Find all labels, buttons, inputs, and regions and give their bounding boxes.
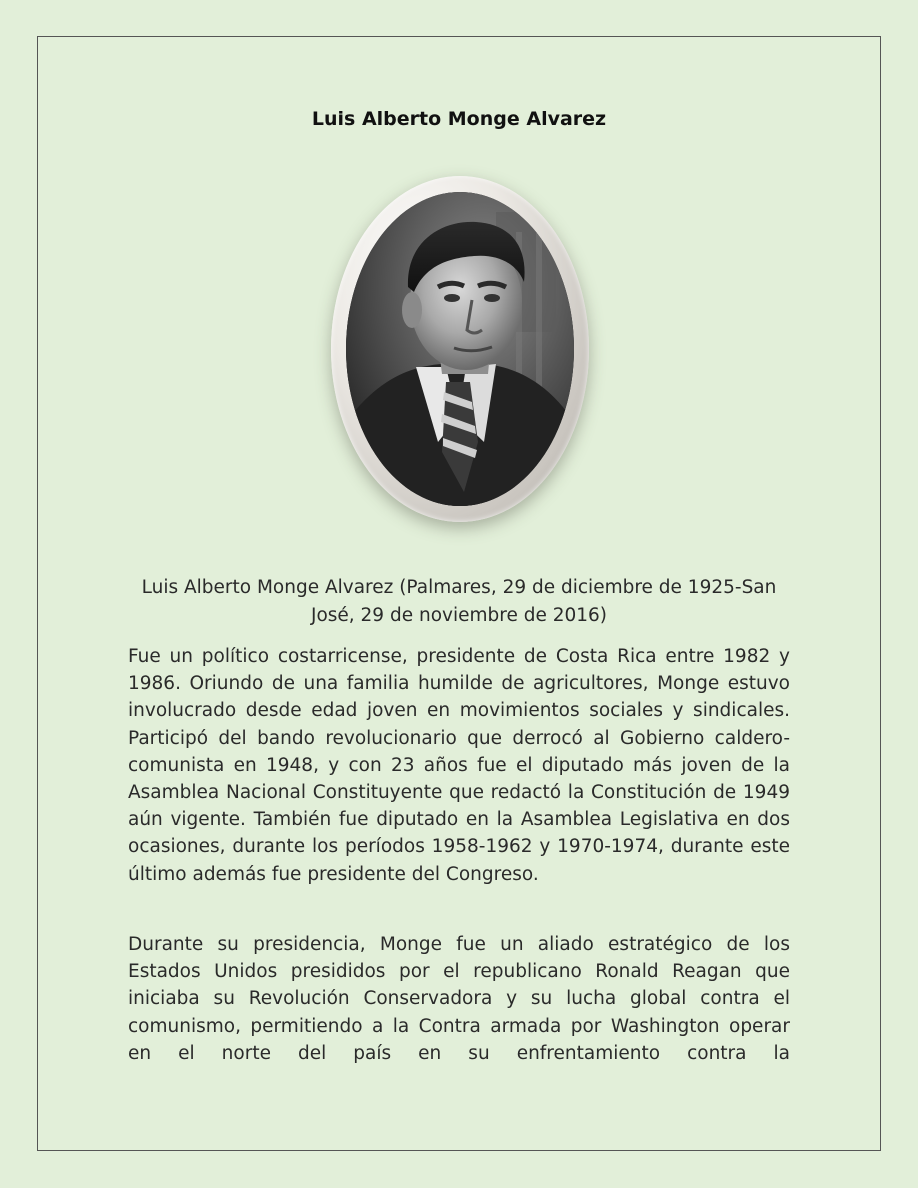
document-title: Luis Alberto Monge Alvarez bbox=[311, 108, 607, 130]
body-paragraph: Fue un político costarricense, presidente de Costa Rica entre 1982 y 1986. Oriundo de una familia humilde de agricultores, Monge estuvo involucrado desde edad joven en movimientos sociales y sindicales. Participó del bando revolucionario que derrocó al Gobierno caldero-comunista en 1948, y con 23 años fue el diputado más joven de la Asamblea Nacional Constituyente que redactó la Constitución de 1949 aún vigente. También fue diputado en la Asamblea Legislativa en dos ocasiones, durante los períodos 1958-1962 y 1970-1974, durante este último además fue presidente del Congreso. bbox=[128, 646, 790, 885]
portrait-oval-frame bbox=[331, 176, 589, 522]
portrait-photo bbox=[346, 192, 574, 506]
portrait-caption: Luis Alberto Monge Alvarez (Palmares, 29 de diciembre de 1925-San José, 29 de noviembre de 2016) bbox=[141, 577, 777, 626]
body-paragraph: Durante su presidencia, Monge fue un aliado estratégico de los Estados Unidos presididos por el republicano Ronald Reagan que iniciaba su Revolución Conservadora y su lucha global contra el comunismo, permitiendo a la Contra armada por Washington operar en el norte del país en su enfrentamiento contra la bbox=[128, 934, 790, 1064]
portrait-figure bbox=[316, 158, 604, 540]
